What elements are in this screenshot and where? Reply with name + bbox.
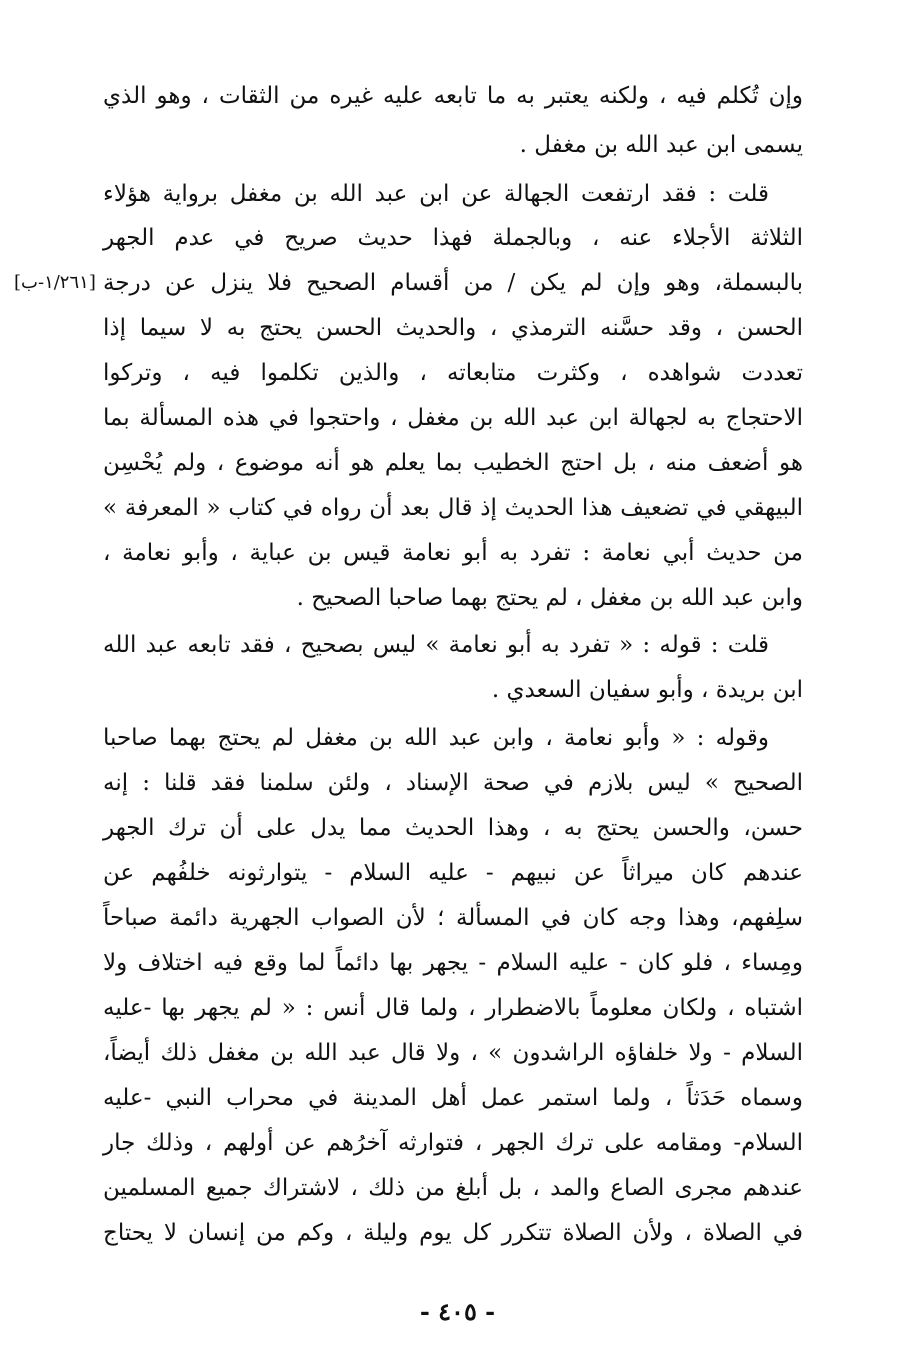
text-line: الثلاثة الأجلاء عنه ، وبالجملة فهذا حديث صريح في عدم الجهر: [103, 225, 803, 251]
paragraph-start-line: قلت : قوله : « تفرد به أبو نعامة » ليس بصحيح ، فقد تابعه عبد الله: [103, 632, 769, 658]
margin-reference: [١/٢٦١-ب]: [14, 272, 96, 293]
text-line: اشتباه ، ولكان معلوماً بالاضطرار ، ولما قال أنس : « لم يجهر بها -عليه: [103, 995, 803, 1021]
text-line: ومِساء ، فلو كان - عليه السلام - يجهر بها دائماً لما وقع فيه اختلاف ولا: [103, 950, 803, 976]
text-line: عندهم مجرى الصاع والمد ، بل أبلغ من ذلك ، لاشتراك جميع المسلمين: [103, 1175, 803, 1201]
text-line: هو أضعف منه ، بل احتج الخطيب بما يعلم هو أنه موضوع ، ولم يُحْسِن: [103, 450, 803, 476]
text-line: عندهم كان ميراثاً عن نبيهم - عليه السلام - يتوارثونه خلفُهم عن: [103, 860, 803, 886]
text-line: ابن بريدة ، وأبو سفيان السعدي .: [491, 677, 803, 703]
text-line: البيهقي في تضعيف هذا الحديث إذ قال بعد أن رواه في كتاب « المعرفة »: [103, 495, 803, 521]
text-line: الصحيح » ليس بلازم في صحة الإسناد ، ولئن سلمنا فقد قلنا : إنه: [103, 770, 803, 796]
text-line: وإن تُكلم فيه ، ولكنه يعتبر به ما تابعه عليه غيره من الثقات ، وهو الذي: [103, 83, 803, 109]
paragraph-start-line: وقوله : « وأبو نعامة ، وابن عبد الله بن مغفل لم يحتج بهما صاحبا: [103, 725, 769, 751]
text-line: الاحتجاج به لجهالة ابن عبد الله بن مغفل ، واحتجوا في هذه المسألة بما: [103, 405, 803, 431]
text-line: السلام- ومقامه على ترك الجهر ، فتوارثه آخرُهم عن أولهم ، وذلك جار: [103, 1130, 803, 1156]
text-line: سلِفهم، وهذا وجه كان في المسألة ؛ لأن الصواب الجهرية دائمة صباحاً: [103, 905, 803, 931]
text-line: يسمى ابن عبد الله بن مغفل .: [519, 132, 803, 158]
page-number: - ٤٠٥ -: [419, 1297, 496, 1326]
text-line: تعددت شواهده ، وكثرت متابعاته ، والذين تكلموا فيه ، وتركوا: [103, 360, 803, 386]
text-line: وابن عبد الله بن مغفل ، لم يحتج بهما صاحبا الصحيح .: [296, 585, 803, 611]
text-line: وسماه حَدَثاً ، ولما استمر عمل أهل المدينة في محراب النبي -عليه: [103, 1085, 803, 1111]
text-line: بالبسملة، وهو وإن لم يكن / من أقسام الصحيح فلا ينزل عن درجة: [103, 270, 803, 296]
text-line: في الصلاة ، ولأن الصلاة تتكرر كل يوم وليلة ، وكم من إنسان لا يحتاج: [103, 1220, 803, 1246]
text-line: من حديث أبي نعامة : تفرد به أبو نعامة قيس بن عباية ، وأبو نعامة ،: [103, 540, 803, 566]
text-line: حسن، والحسن يحتج به ، وهذا الحديث مما يدل على أن ترك الجهر: [103, 815, 803, 841]
text-line: السلام - ولا خلفاؤه الراشدون » ، ولا قال عبد الله بن مغفل ذلك أيضاً،: [103, 1040, 803, 1066]
text-line: الحسن ، وقد حسَّنه الترمذي ، والحديث الحسن يحتج به لا سيما إذا: [103, 315, 803, 341]
paragraph-start-line: قلت : فقد ارتفعت الجهالة عن ابن عبد الله بن مغفل برواية هؤلاء: [103, 181, 769, 207]
